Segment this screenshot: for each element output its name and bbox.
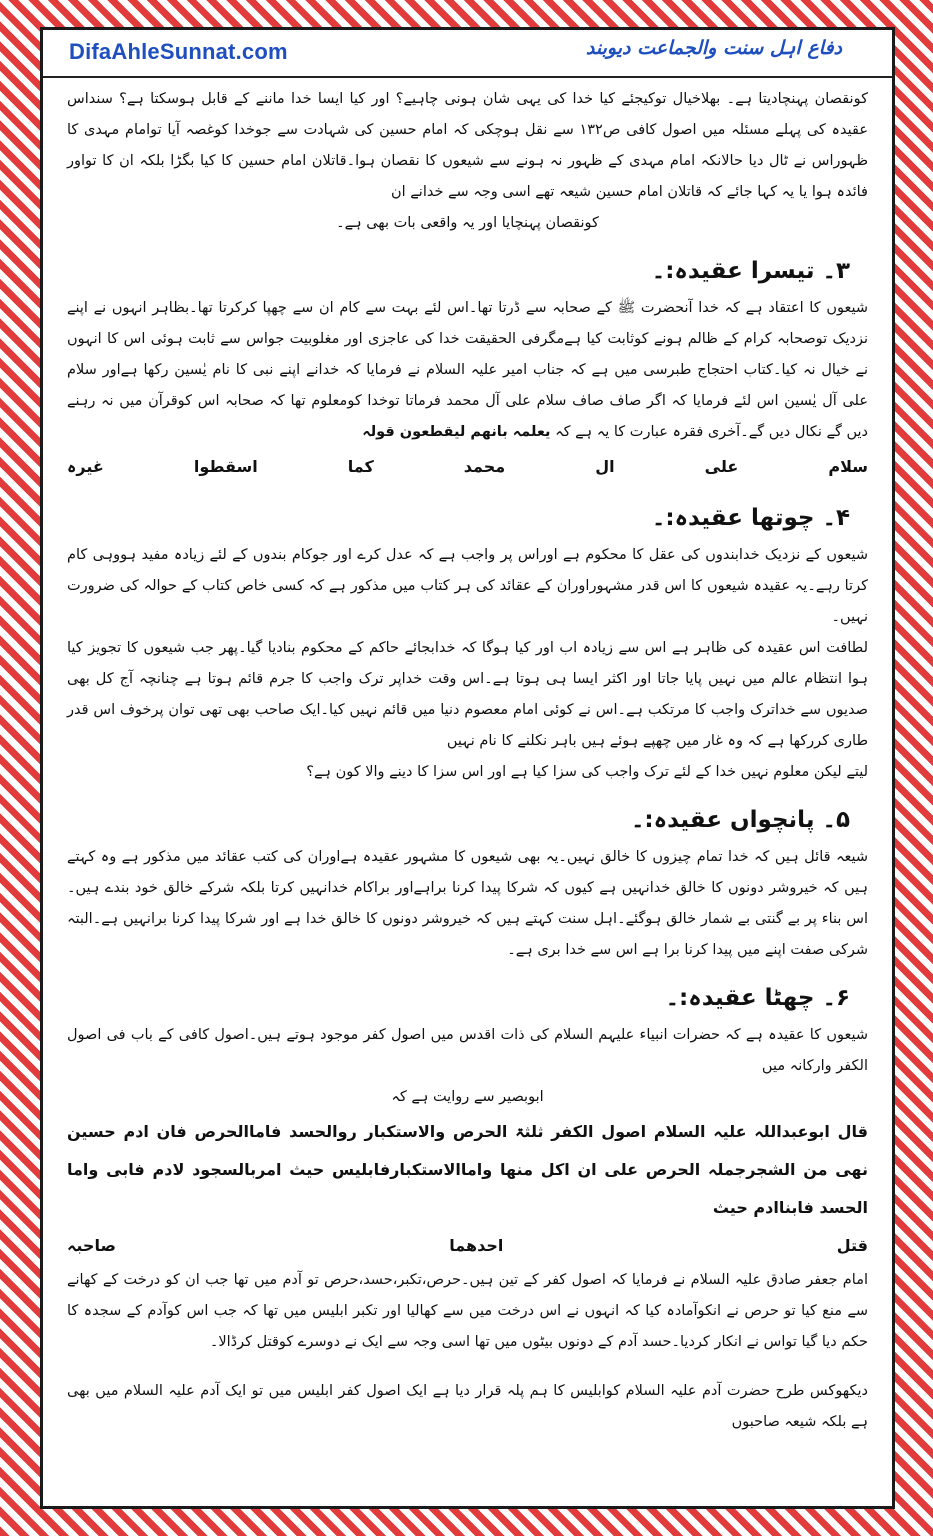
spacer xyxy=(67,966,868,976)
site-title: دفاع اہل سنت والجماعت دیوبند xyxy=(585,37,842,59)
heading-third-belief: ۳۔ تیسرا عقیدہ:۔ xyxy=(651,258,850,284)
fourth-belief-paragraph-2-end: لیتے لیکن معلوم نہیں خدا کے لئے ترک واجب کی سزا کیا ہے اور اس سزا کا دینے والا کون ہے؟ xyxy=(306,764,868,780)
heading-fourth-belief: ۴۔ چوتھا عقیدہ:۔ xyxy=(651,505,850,531)
sixth-belief-arabic-quote: قال ابوعبداللہ علیہ السلام اصول الکفر ثلثۃ الحرص والاستکبار روالحسد فاماالحرص فان ادم حسین نھی من الشجرجملہ الحرص علی ان اکل منھا واماالاستکبارفابلیس حیث امربالسجود لادم فابی واما الحسد فابناادم حیث xyxy=(67,1122,868,1217)
sixth-belief-paragraph-1-end: ابوبصیر سے روایت ہے کہ xyxy=(391,1089,544,1105)
third-belief-paragraph xyxy=(67,293,868,448)
third-belief-arabic-tail: یعلمہ بانھم لیقطعون قولہ xyxy=(362,424,551,440)
fourth-belief-paragraph-2: لطافت اس عقیدہ کی ظاہر ہے اس سے زیادہ اب اور کیا ہوگا کہ خدابجائے حاکم کے محکوم بنادیا گیا۔پھر جب شیعوں کا تجویز کیا ہوا انتظام عالم میں نہیں پایا جاتا اور اکثر ایسا ہی ہوتا ہے۔اس وقت خداپر ترک واجب کا جرم قائم ہوتا ہے چنانچہ آج کل بھی صدیوں سے خداترک واجب کا مرتکب ہے۔اس نے کوئی امام معصوم دنیا میں قائم نہیں کیا۔ایک صاحب بھی تھی توان پرخوف اس قدر طاری کررکھا ہے کہ وہ غار میں چھپے ہوئے ہیں باہر نکلنے کا نام نہیں xyxy=(67,640,868,749)
spacer xyxy=(67,239,868,249)
spacer xyxy=(67,788,868,798)
third-belief-text: شیعوں کا اعتقاد ہے کہ خدا آنحضرت ﷺ کے صحابہ سے ڈرتا تھا۔اس لئے بہت سے کام ان سے چھپا کرکرتا تھا۔بظاہر انہوں نے اپنے نزدیک توصحابہ کرام کے ظالم ہونے کوثابت کیا ہےمگرفی الحقیقت خدا کی عاجزی اور مغلوبیت جواس سے ثابت ہوئی اس کا انہوں نے خیال نہ کیا۔کتاب احتجاج طبرسی میں ہے کہ جناب امیر علیہ السلام نے فرمایا کہ خدانے اپنے نبی کا نام یٰسین رکھا ہےاور سلام علی آل یٰسین اس لئے فرمایا کہ اگر صاف صاف سلام علی آل محمد فرماتا توخدا کومعلوم تھا کہ صحابہ اس کوقرآن میں نہ رہنے دیں گے نکال دیں گے۔آخری فقرہ عبارت کا یہ ہے کہ xyxy=(67,300,868,440)
fourth-belief-paragraph-1: شیعوں کے نزدیک خدابندوں کی عقل کا محکوم ہے اوراس پر واجب ہے کہ عدل کرے اور جوکام بندوں کے لئے زیادہ مفید ہووہی کام کرتا رہے۔یہ عقیدہ شیعوں کا اس قدر مشہوراوران کے عقائد کی ہر کتاب میں مذکور ہے کہ کسی خاص کتاب کے حوالہ کی ضرورت نہیں۔ xyxy=(67,547,868,625)
page-frame xyxy=(40,27,895,1509)
heading-fifth-belief: ۵۔ پانچواں عقیدہ:۔ xyxy=(630,807,850,833)
spacer xyxy=(67,486,868,496)
sixth-belief-paragraph-2: امام جعفر صادق علیہ السلام نے فرمایا کہ اصول کفر کے تین ہیں۔حرص،تکبر،حسد،حرص تو آدم میں تھا جب ان کو درخت کے کھانے سے منع کیا تو حرص نے انکوآمادہ کیا کہ انہوں نے اس درخت میں سے کھالیا اور تکبر ابلیس میں تھا کہ جب اس کوآدم کے سجدہ کا حکم دیا گیا تواس نے انکار کردیا۔حسد آدم کے دونوں بیٹوں میں تھا اسی وجہ سے ایک نے دوسرے کوقتل کرڈالا۔ xyxy=(67,1272,868,1350)
heading-sixth-belief: ۶۔ چھٹا عقیدہ:۔ xyxy=(665,985,850,1011)
intro-paragraph: کونقصان پہنچادیتا ہے۔ بھلاخیال توکیجئے کیا خدا کی یہی شان ہونی چاہیے؟ اور کیا ایسا خدا ماننے کے قابل ہوسکتا ہے؟ سنداس عقیدہ کی پہلے مسئلہ میں اصول کافی ص۱۳۲ سے نقل ہوچکی کہ امام حسین کی شہادت سے جوخدا کوغصہ آیا توامام مہدی کا ظہوراس نے ٹال دیا حالانکہ امام مہدی کے ظہور نہ ہونے سے شیعوں کا نقصان ہوا۔قاتلان امام حسین کا کیا بگڑا بلکہ ان کا تواور فائدہ ہوا یا یہ کہا جائے کہ قاتلان امام حسین شیعہ تھے اسی وجہ سے خدانے ان xyxy=(67,91,869,200)
spacer xyxy=(67,1358,868,1376)
sixth-belief-paragraph-3: دیکھوکس طرح حضرت آدم علیہ السلام کوابلیس کا ہم پلہ قرار دیا ہے ایک اصول کفر ابلیس میں تو ایک آدم علیہ السلام میں بھی ہے بلکہ شیعہ صاحبوں xyxy=(67,1383,868,1430)
site-url-link[interactable]: DifaAhleSunnat.com xyxy=(69,39,288,64)
third-belief-arabic-quote: سلام علی ال محمد کما اسقطوا غیرہ xyxy=(67,457,868,476)
page-header xyxy=(43,30,892,78)
sixth-belief-paragraph-1: شیعوں کا عقیدہ ہے کہ حضرات انبیاء علیہم السلام کی ذات اقدس میں اصول کفر موجود ہوتے ہیں۔اصول کافی کے باب فی اصول الکفر وارکانہ میں xyxy=(67,1027,868,1074)
sixth-belief-arabic-quote-end: قتل احدھما صاحبہ xyxy=(67,1236,868,1255)
article-body xyxy=(67,84,868,1438)
fifth-belief-paragraph: شیعہ قائل ہیں کہ خدا تمام چیزوں کا خالق نہیں۔یہ بھی شیعوں کا مشہور عقیدہ ہےاوران کی کتب عقائد میں مذکور ہے وہ کہتے ہیں کہ خیروشر دونوں کا خالق خدانہیں ہے کیوں کہ شرکا پیدا کرنا براہےاور براکام خدانہیں کرتا بلکہ شرکے خالق خود بندے ہیں۔اس بناء پر بے گنتی بے شمار خالق ہوگئے۔اہل سنت کہتے ہیں کہ خیروشر دونوں کا خالق خدا ہے اور شرکا پیدا کرنا برانہیں ہے۔البتہ شرکی صفت اپنے میں پیدا کرنا برا ہے اس سے خدا بری ہے۔ xyxy=(67,849,868,958)
intro-paragraph-end: کونقصان پہنچایا اور یہ واقعی بات بھی ہے۔ xyxy=(336,215,599,231)
